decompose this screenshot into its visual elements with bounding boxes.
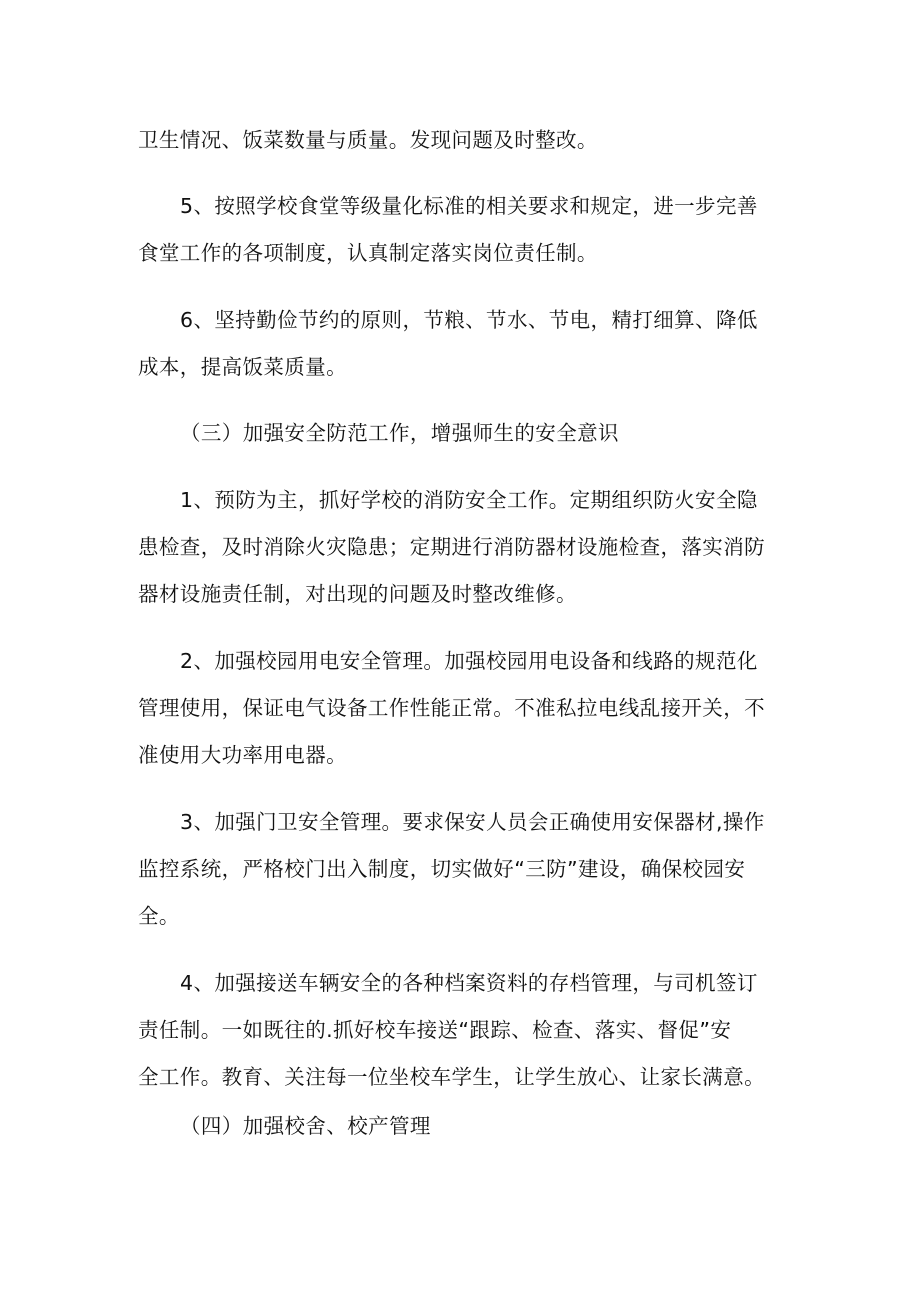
paragraph-line: 管理使用，保证电气设备工作性能正常。不准私拉电线乱接开关，不 bbox=[138, 696, 765, 720]
paragraph-line: 6、坚持勤俭节约的原则，节粮、节水、节电，精打细算、降低 bbox=[180, 308, 758, 332]
paragraph-line: 2、加强校园用电安全管理。加强校园用电设备和线路的规范化 bbox=[180, 649, 758, 673]
paragraph-line: 4、加强接送车辆安全的各种档案资料的存档管理，与司机签订 bbox=[180, 971, 758, 995]
paragraph-line: 准使用大功率用电器。 bbox=[138, 743, 347, 767]
paragraph-line: 食堂工作的各项制度，认真制定落实岗位责任制。 bbox=[138, 241, 598, 265]
paragraph-line: 监控系统，严格校门出入制度，切实做好“三防”建设，确保校园安 bbox=[138, 857, 746, 881]
paragraph-line: 患检查，及时消除火灾隐患；定期进行消防器材设施检查，落实消防 bbox=[138, 535, 765, 559]
paragraph-line: 全。 bbox=[138, 904, 180, 928]
paragraph-line: 5、按照学校食堂等级量化标准的相关要求和规定，进一步完善 bbox=[180, 194, 758, 218]
paragraph-line: 成本，提高饭菜质量。 bbox=[138, 355, 347, 379]
paragraph-line: 1、预防为主，抓好学校的消防安全工作。定期组织防火安全隐 bbox=[180, 488, 758, 512]
paragraph-line: 全工作。教育、关注每一位坐校车学生，让学生放心、让家长满意。 bbox=[138, 1065, 765, 1089]
section-heading: （四）加强校舍、校产管理 bbox=[180, 1114, 431, 1138]
section-heading: （三）加强安全防范工作，增强师生的安全意识 bbox=[180, 421, 619, 445]
paragraph-line: 3、加强门卫安全管理。要求保安人员会正确使用安保器材,操作 bbox=[180, 810, 765, 834]
paragraph-line: 卫生情况、饭菜数量与质量。发现问题及时整改。 bbox=[138, 128, 598, 152]
paragraph-line: 器材设施责任制，对出现的问题及时整改维修。 bbox=[138, 582, 577, 606]
paragraph-line: 责任制。一如既往的.抓好校车接送“跟踪、检查、落实、督促”安 bbox=[138, 1018, 732, 1042]
